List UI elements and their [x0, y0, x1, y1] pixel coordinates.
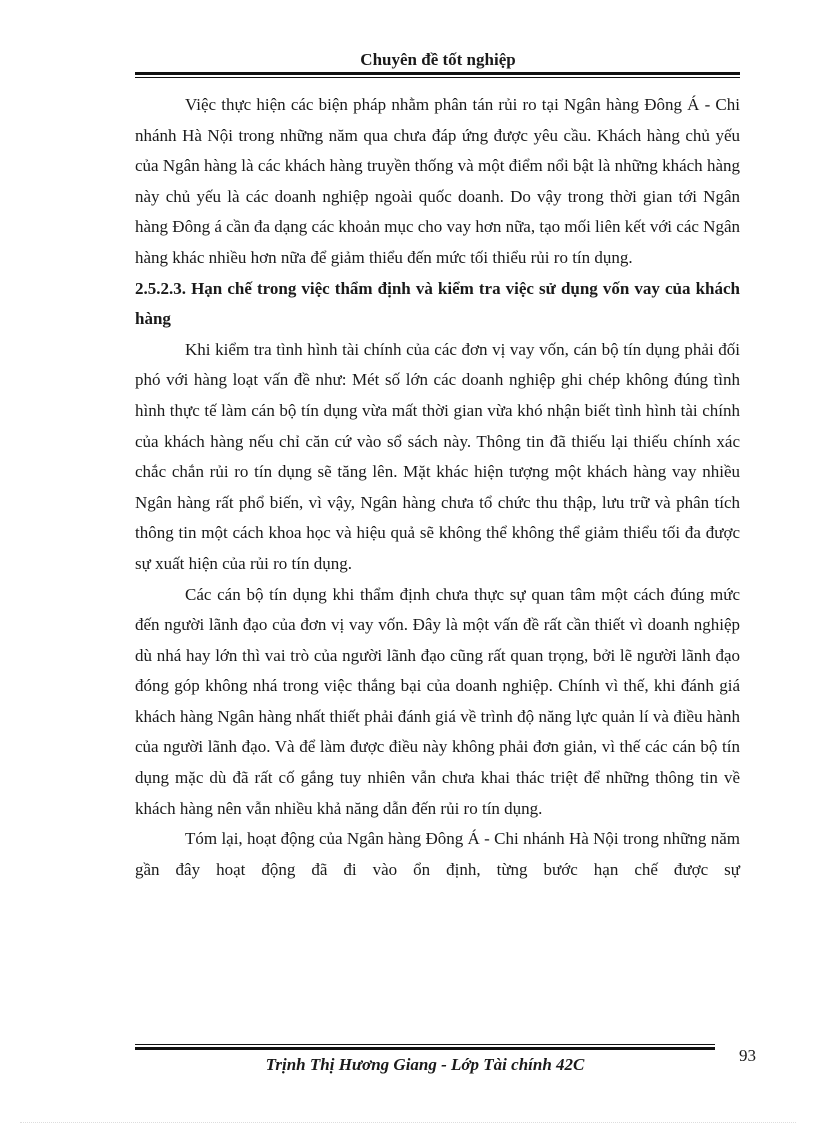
page-header-title: Chuyên đề tốt nghiệp [360, 50, 516, 69]
paragraph-summary: Tóm lại, hoạt động của Ngân hàng Đông Á - Chi nhánh Hà Nội trong những năm gần đây hoạt động đã đi vào ổn định, từng bước hạn chế được sự [135, 829, 740, 879]
document-body [135, 90, 740, 885]
footer-rule-thin [135, 1044, 715, 1045]
paragraph-leadership-assessment: Các cán bộ tín dụng khi thẩm định chưa thực sự quan tâm một cách đúng mức đến người lãnh đạo của đơn vị vay vốn. Đây là một vấn đề rất cần thiết vì doanh nghiệp dù nhá hay lớn thì vai trò của người lãnh đạo cũng rất quan trọng, bởi lẽ người lãnh đạo đóng góp không nhá trong việc thắng bại của doanh nghiệp. Chính vì thế, khi đánh giá khách hàng Ngân hàng nhất thiết phải đánh giá về trình độ năng lực quản lí và điều hành của người lãnh đạo. Và để làm được điều này không phải đơn giản, vì thế các cán bộ tín dụng mặc dù đã rất cố gắng tuy nhiên vẫn chưa khai thác triệt để những thông tin về khách hàng nên vẫn nhiều khả năng dẫn đến rủi ro tín dụng. [135, 584, 740, 818]
page-number: 93 [739, 1046, 756, 1065]
section-heading: 2.5.2.3. Hạn chế trong việc thẩm định và kiểm tra việc sử dụng vốn vay của khách hàng [135, 278, 740, 329]
footer-author: Trịnh Thị Hương Giang - Lớp Tài chính 42C [265, 1055, 585, 1074]
footer-rule-thick [135, 1047, 715, 1050]
header-rule-thin [135, 77, 740, 78]
paragraph-risk-diversification: Việc thực hiện các biện pháp nhằm phân tán rủi ro tại Ngân hàng Đông Á - Chi nhánh Hà Nội trong những năm qua chưa đáp ứng được yêu cầu. Khách hàng chủ yếu của Ngân hàng là các khách hàng truyền thống và một điểm nổi bật là những khách hàng này chủ yếu là các doanh nghiệp ngoài quốc doanh. Do vậy trong thời gian tới Ngân hàng Đông á cần đa dạng các khoản mục cho vay hơn nữa, tạo mối liên kết với các Ngân hàng khác nhiều hơn nữa để giảm thiểu đến mức tối thiểu rủi ro tín dụng. [135, 95, 740, 267]
paragraph-financial-check: Khi kiểm tra tình hình tài chính của các đơn vị vay vốn, cán bộ tín dụng phải đối phó với hàng loạt vấn đề như: Mét số lớn các doanh nghiệp ghi chép không đúng tình hình thực tế làm cán bộ tín dụng vừa mất thời gian vừa khó nhận biết tình hình tài chính của khách hàng nếu chỉ căn cứ vào sổ sách này. Thông tin đã thiếu lại thiếu chính xác chắc chắn rủi ro tín dụng sẽ tăng lên. Mặt khác hiện tượng một khách hàng vay nhiều Ngân hàng rất phổ biến, vì vậy, Ngân hàng chưa tổ chức thu thập, lưu trữ và phân tích thông tin một cách khoa học và hiệu quả sẽ không thể không thể giảm thiểu tối đa được sự xuất hiện của rủi ro tín dụng. [135, 339, 740, 573]
header-rule-thick [135, 72, 740, 75]
